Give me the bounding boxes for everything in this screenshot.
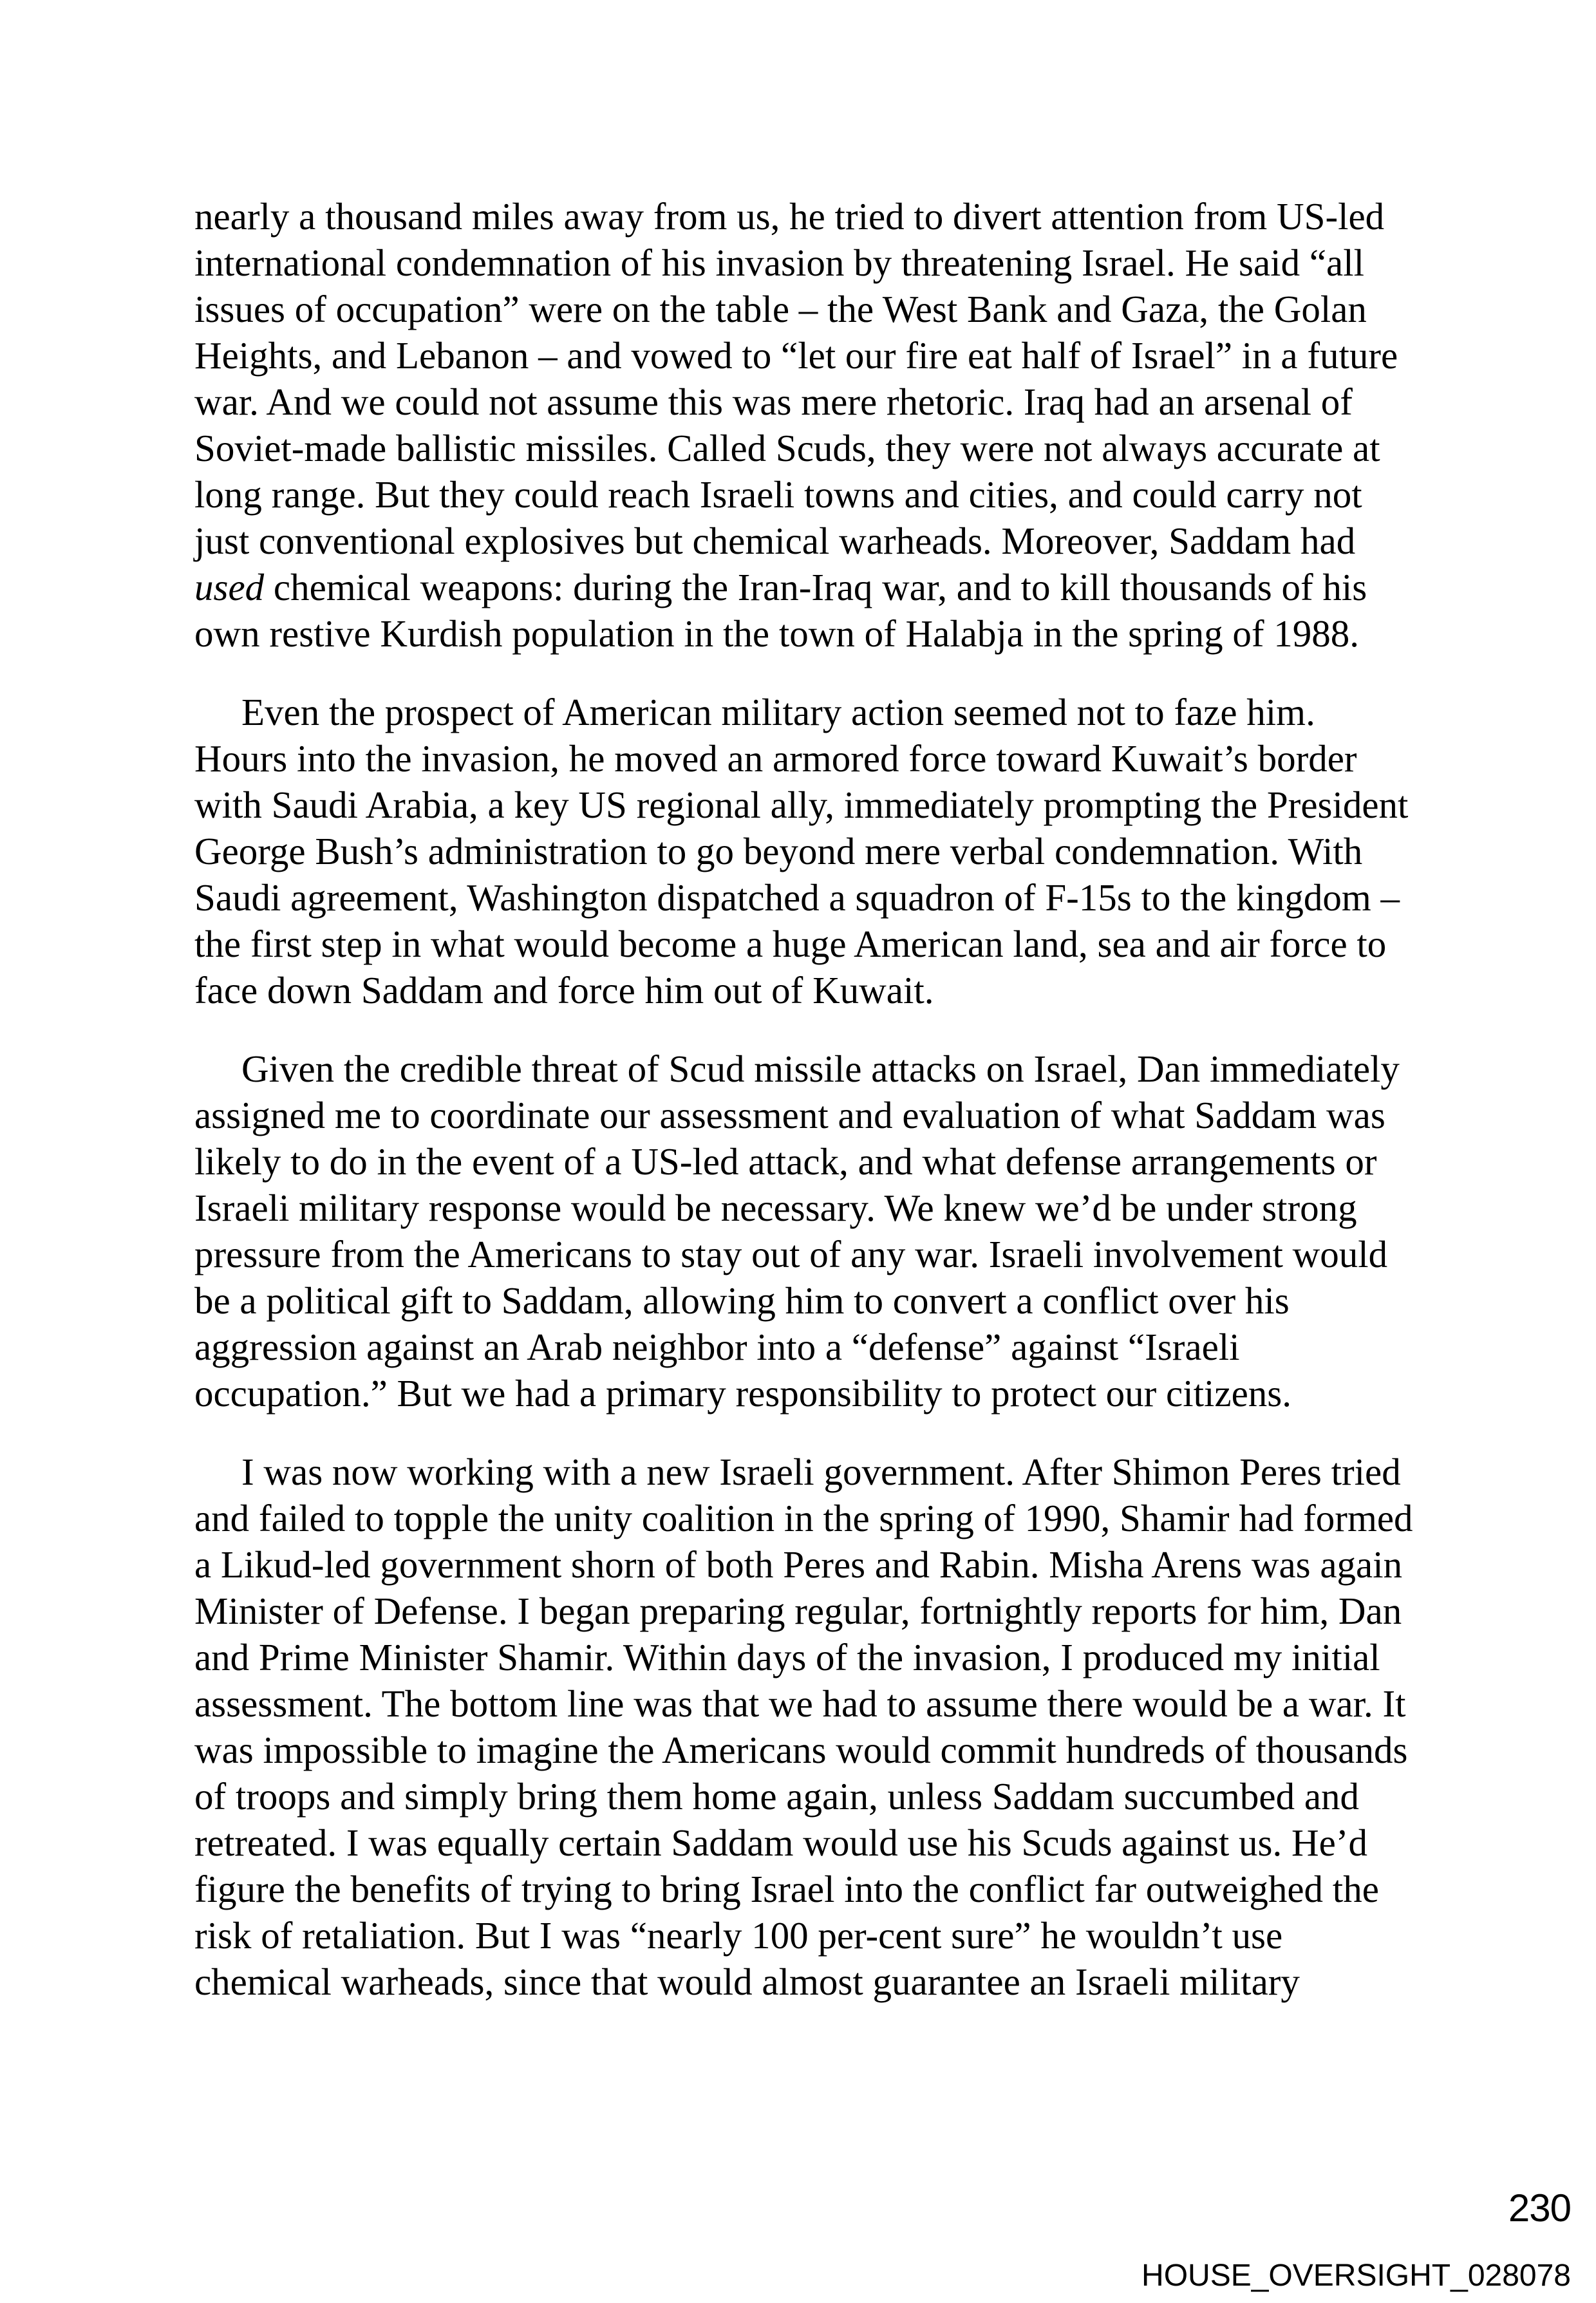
text-run: with Saudi Arabia, a key US regional ally, immediately prompting the President [194, 784, 1409, 826]
text-line [194, 610, 1425, 657]
bates-number: HOUSE_OVERSIGHT_028078 [1141, 2259, 1571, 2293]
text-run: face down Saddam and force him out of Kuwait. [194, 969, 934, 1011]
text-run: Saudi agreement, Washington dispatched a squadron of F-15s to the kingdom – [194, 876, 1400, 919]
text-run: Soviet-made ballistic missiles. Called Scuds, they were not always accurate at [194, 427, 1380, 469]
text-run: a Likud-led government shorn of both Peres and Rabin. Misha Arens was again [194, 1543, 1403, 1586]
text-line [194, 1680, 1425, 1727]
text-run: chemical warheads, since that would almost guarantee an Israeli military [194, 1960, 1300, 2003]
text-line [194, 689, 1425, 735]
text-run: Given the credible threat of Scud missile attacks on Israel, Dan immediately [241, 1048, 1400, 1090]
text-run: war. And we could not assume this was mere rhetoric. Iraq had an arsenal of [194, 381, 1353, 423]
text-run: of troops and simply bring them home again, unless Saddam succumbed and [194, 1775, 1360, 1818]
text-run: issues of occupation” were on the table – the West Bank and Gaza, the Golan [194, 288, 1367, 330]
text-line [194, 1046, 1425, 1092]
page-number: 230 [1508, 2186, 1571, 2230]
text-run: nearly a thousand miles away from us, he tried to divert attention from US-led [194, 195, 1385, 238]
text-run: was impossible to imagine the Americans would commit hundreds of thousands [194, 1729, 1408, 1771]
text-line [194, 1495, 1425, 1541]
text-line [194, 379, 1425, 425]
text-run: and Prime Minister Shamir. Within days of the invasion, I produced my initial [194, 1636, 1380, 1678]
text-line [194, 518, 1425, 564]
text-line [194, 1727, 1425, 1773]
text-run: Heights, and Lebanon – and vowed to “let our fire eat half of Israel” in a future [194, 334, 1398, 377]
text-run: assessment. The bottom line was that we had to assume there would be a war. It [194, 1682, 1406, 1725]
text-run: international condemnation of his invasion by threatening Israel. He said “all [194, 241, 1364, 284]
text-run: the first step in what would become a huge American land, sea and air force to [194, 923, 1387, 965]
paragraph [194, 689, 1425, 1013]
text-line [194, 1959, 1425, 2005]
text-run: risk of retaliation. But I was “nearly 100 per-cent sure” he wouldn’t use [194, 1914, 1283, 1957]
text-line [194, 1138, 1425, 1185]
text-line [194, 1449, 1425, 1495]
text-line [194, 1185, 1425, 1231]
text-run: and failed to topple the unity coalition in the spring of 1990, Shamir had formed [194, 1497, 1413, 1539]
text-line [194, 1866, 1425, 1912]
text-line [194, 471, 1425, 518]
text-line [194, 564, 1425, 610]
text-run: own restive Kurdish population in the town of Halabja in the spring of 1988. [194, 612, 1360, 655]
text-run: Hours into the invasion, he moved an armored force toward Kuwait’s border [194, 737, 1357, 780]
text-line [194, 1324, 1425, 1370]
text-run: George Bush’s administration to go beyond mere verbal condemnation. With [194, 830, 1363, 872]
text-line [194, 921, 1425, 967]
text-run: pressure from the Americans to stay out of any war. Israeli involvement would [194, 1233, 1388, 1275]
text-run: I was now working with a new Israeli government. After Shimon Peres tried [241, 1451, 1401, 1493]
text-line [194, 735, 1425, 782]
text-run: assigned me to coordinate our assessment and evaluation of what Saddam was [194, 1094, 1385, 1136]
text-run: Even the prospect of American military action seemed not to faze him. [241, 691, 1315, 733]
page-body [194, 193, 1425, 2005]
text-line [194, 1541, 1425, 1588]
text-run: chemical weapons: during the Iran-Iraq war, and to kill thousands of his [264, 566, 1367, 608]
text-line [194, 1370, 1425, 1416]
paragraph [194, 1449, 1425, 2005]
text-line [194, 967, 1425, 1013]
text-line [194, 332, 1425, 379]
text-line [194, 1819, 1425, 1866]
text-line [194, 1277, 1425, 1324]
text-run: likely to do in the event of a US-led attack, and what defense arrangements or [194, 1140, 1377, 1183]
paragraph [194, 193, 1425, 657]
text-run: be a political gift to Saddam, allowing him to convert a conflict over his [194, 1279, 1290, 1322]
text-run: aggression against an Arab neighbor into a “defense” against “Israeli [194, 1326, 1240, 1368]
text-run: Israeli military response would be necessary. We knew we’d be under strong [194, 1187, 1357, 1229]
text-line [194, 1634, 1425, 1680]
text-line [194, 286, 1425, 332]
italic-text-run: used [194, 566, 265, 608]
text-line [194, 1231, 1425, 1277]
text-line [194, 782, 1425, 828]
text-line [194, 1912, 1425, 1959]
text-run: figure the benefits of trying to bring Israel into the conflict far outweighed the [194, 1868, 1379, 1910]
text-line [194, 240, 1425, 286]
text-run: long range. But they could reach Israeli towns and cities, and could carry not [194, 473, 1362, 516]
text-run: retreated. I was equally certain Saddam would use his Scuds against us. He’d [194, 1821, 1367, 1864]
text-line [194, 425, 1425, 471]
text-line [194, 1588, 1425, 1634]
text-run: Minister of Defense. I began preparing regular, fortnightly reports for him, Dan [194, 1590, 1402, 1632]
text-line [194, 1773, 1425, 1819]
text-line [194, 828, 1425, 874]
text-run: occupation.” But we had a primary responsibility to protect our citizens. [194, 1372, 1291, 1415]
paragraph [194, 1046, 1425, 1416]
text-run: just conventional explosives but chemical warheads. Moreover, Saddam had [194, 520, 1356, 562]
text-line [194, 874, 1425, 921]
text-line [194, 193, 1425, 240]
text-line [194, 1092, 1425, 1138]
